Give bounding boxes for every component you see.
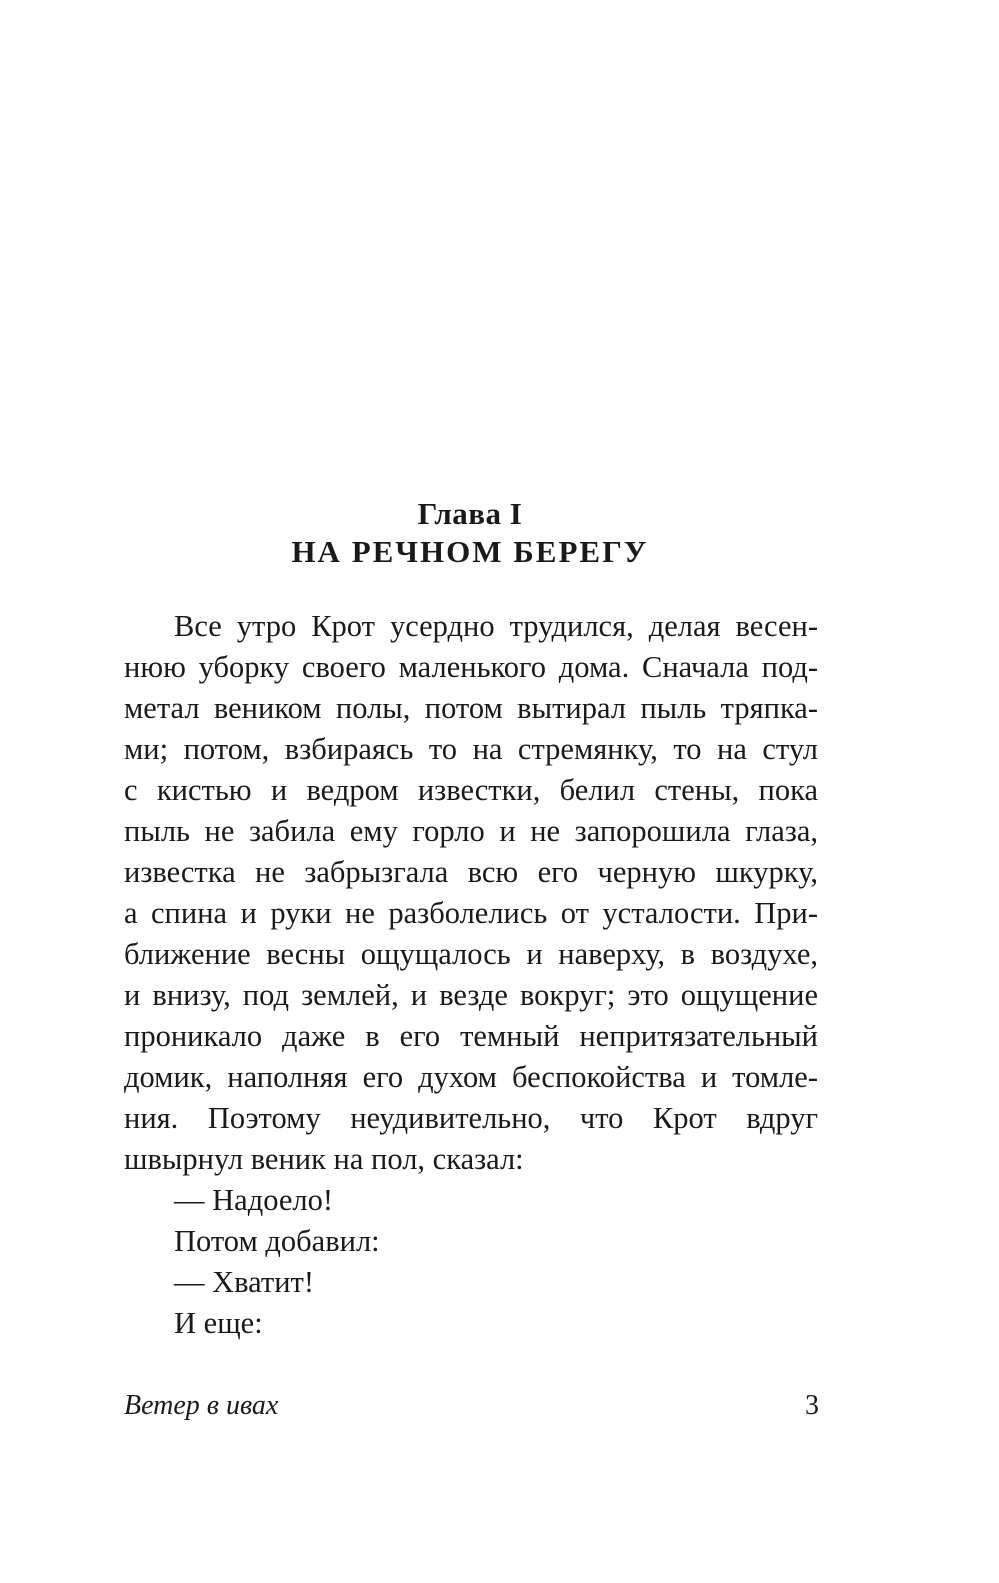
paragraph-line: известка не забрызгала всю его черную шкурку, <box>124 855 818 889</box>
paragraph-line: с кистью и ведром известки, белил стены, пока <box>124 773 818 807</box>
page-number: 3 <box>805 1390 819 1421</box>
paragraph-line: ближение весны ощущалось и наверху, в воздухе, <box>124 937 818 971</box>
paragraph-line: проникало даже в его темный непритязательный <box>124 1019 818 1053</box>
running-footer-book-title: Ветер в ивах <box>124 1390 279 1421</box>
body-text <box>124 606 818 1344</box>
dialogue-line: И еще: <box>174 1306 263 1340</box>
dialogue-line: — Надоело! <box>174 1183 333 1217</box>
paragraph-line: ми; потом, взбираясь то на стремянку, то на стул <box>124 732 818 766</box>
paragraph-line: Все утро Крот усердно трудился, делая весен- <box>174 609 818 643</box>
paragraph-line: и внизу, под землей, и везде вокруг; это ощущение <box>124 978 818 1012</box>
paragraph-line: метал веником полы, потом вытирал пыль тряпка- <box>124 691 818 725</box>
chapter-label: Глава I <box>417 496 523 531</box>
dialogue-line: Потом добавил: <box>174 1224 380 1258</box>
paragraph-line: ния. Поэтому неудивительно, что Крот вдруг <box>124 1101 818 1135</box>
paragraph-line: домик, наполняя его духом беспокойства и томле- <box>124 1060 818 1094</box>
dialogue-line: — Хватит! <box>174 1265 315 1299</box>
chapter-title: НА РЕЧНОМ БЕРЕГУ <box>291 534 649 569</box>
paragraph-line: нюю уборку своего маленького дома. Сначала под- <box>124 650 818 684</box>
paragraph-line: швырнул веник на пол, сказал: <box>124 1142 524 1176</box>
paragraph-line: пыль не забила ему горло и не запорошила глаза, <box>124 814 818 848</box>
paragraph-line: а спина и руки не разболелись от усталости. При- <box>124 896 818 930</box>
